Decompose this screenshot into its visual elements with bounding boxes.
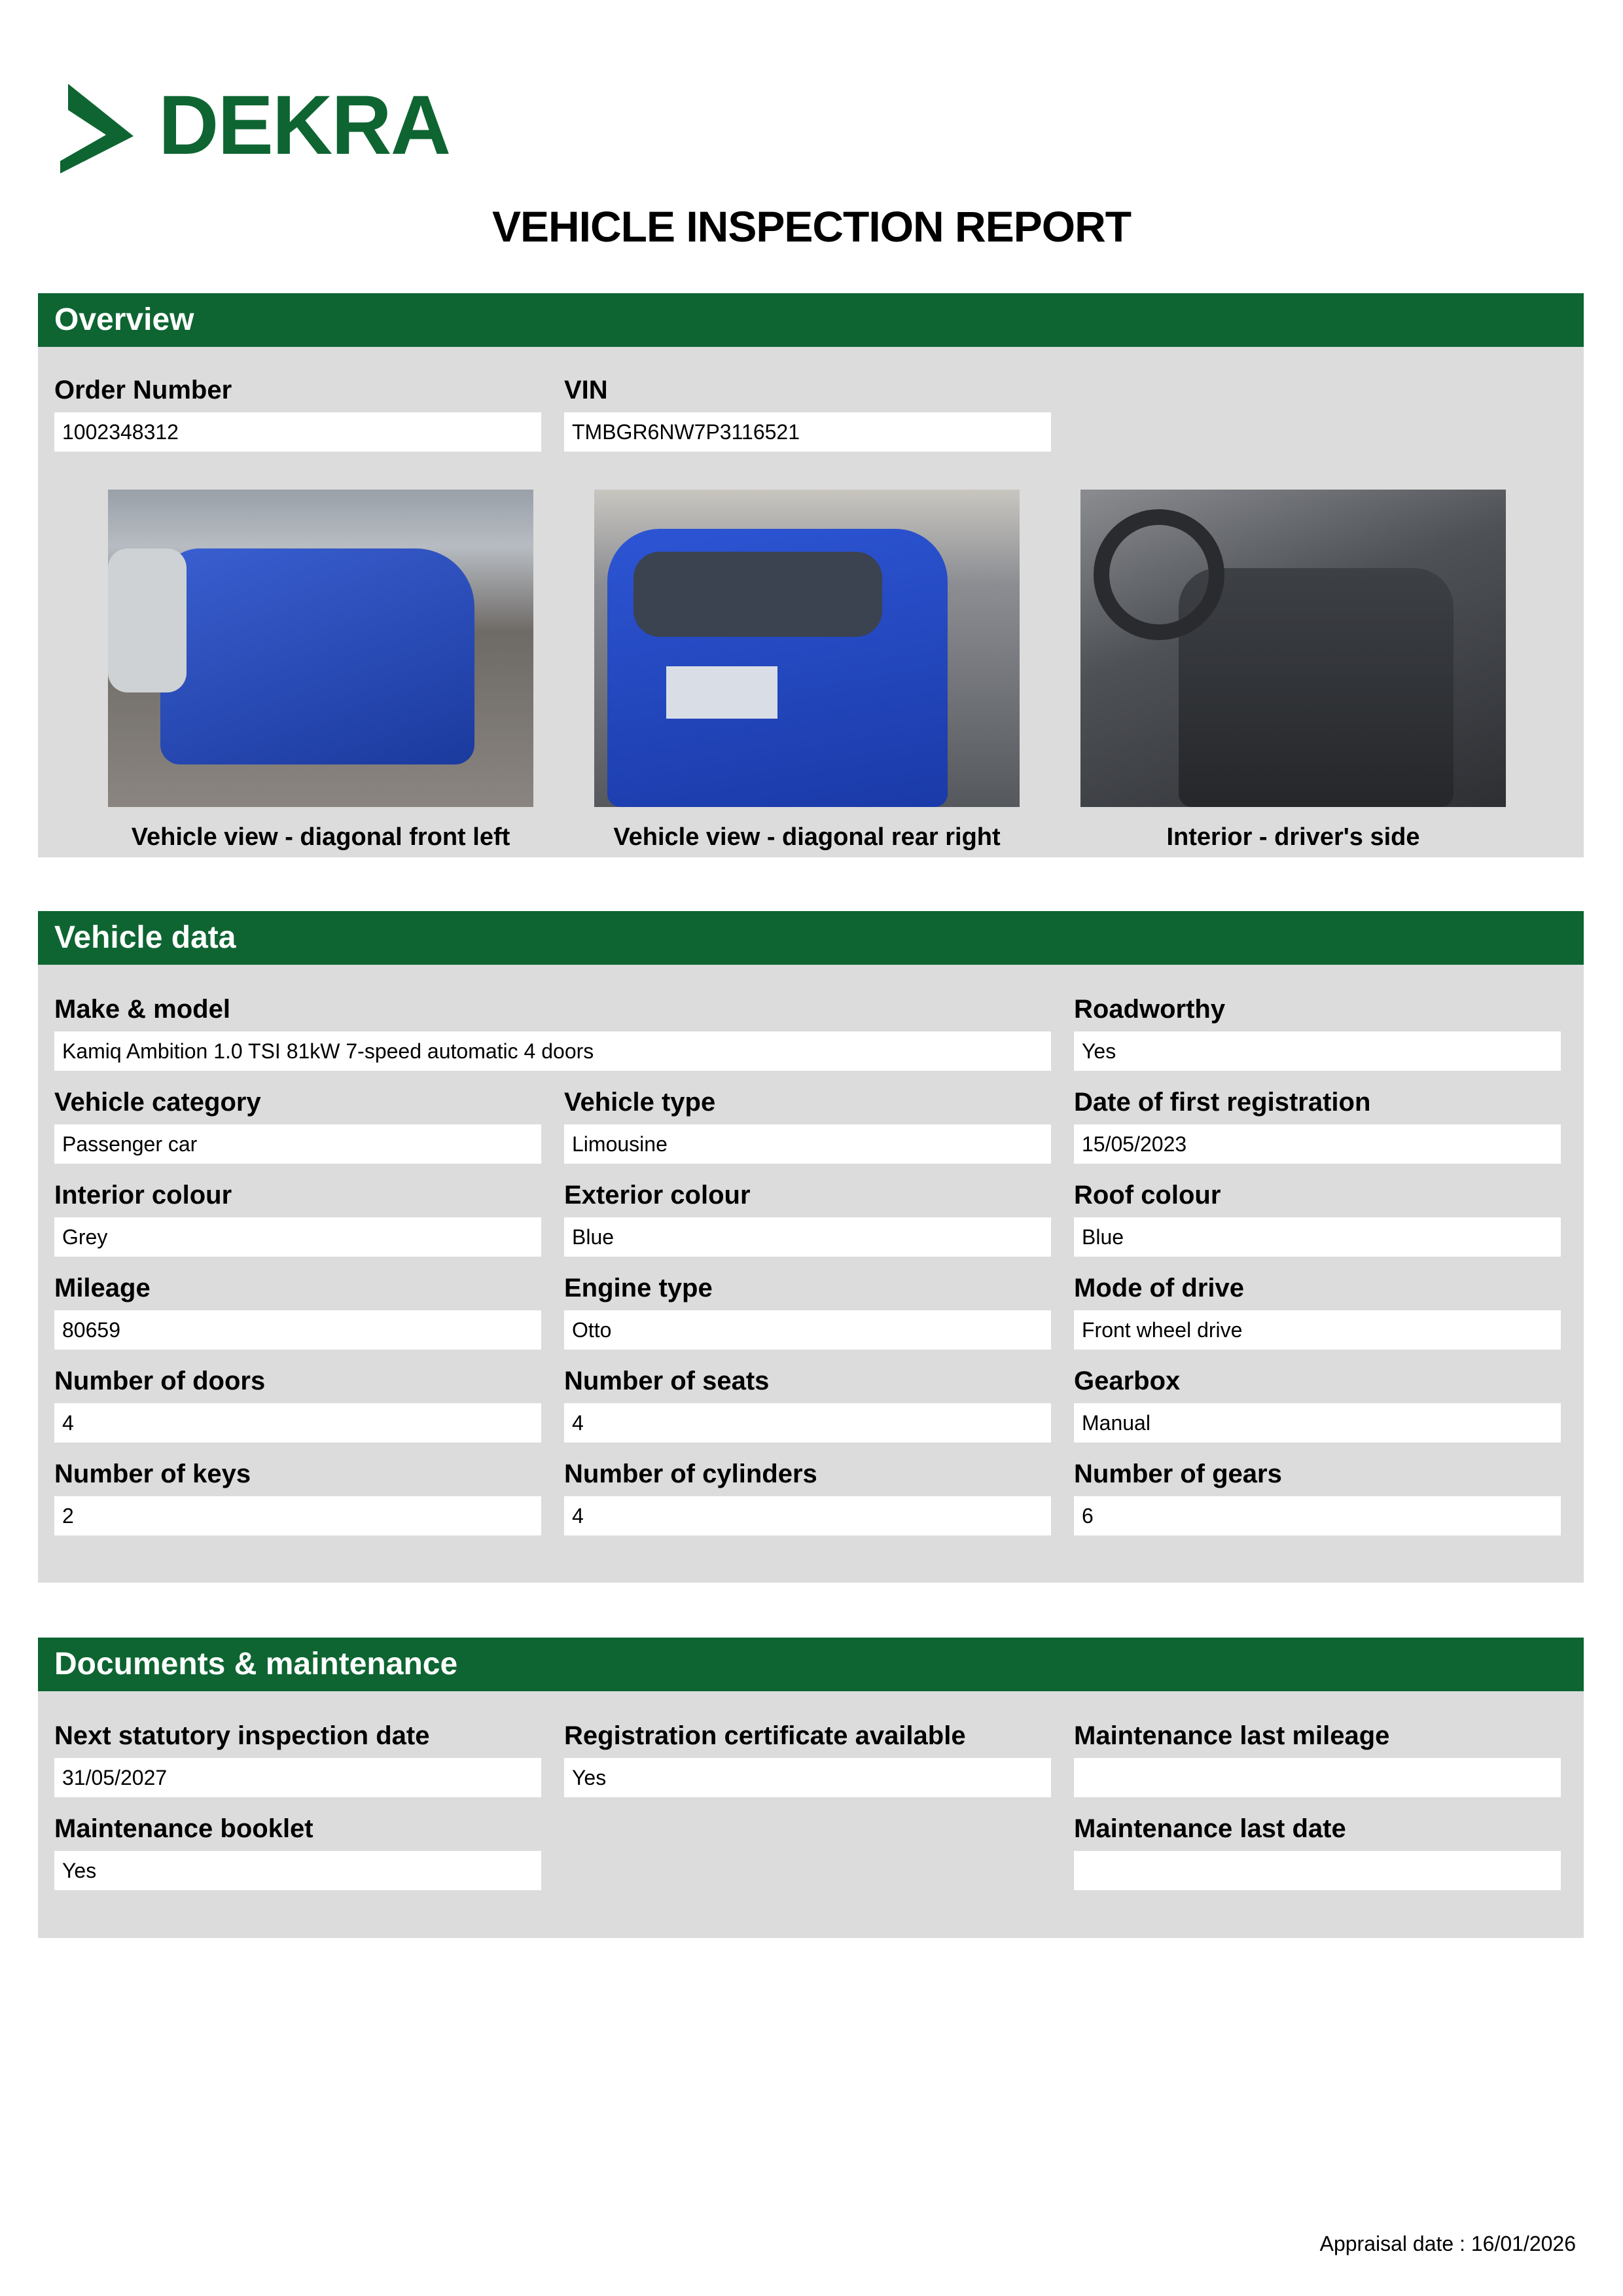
field-label: Interior colour xyxy=(54,1181,232,1210)
field-value: 4 xyxy=(564,1403,1051,1443)
field-label: Number of gears xyxy=(1074,1460,1282,1488)
vehicle-field-number-of-cylinders xyxy=(564,1457,1051,1535)
field-label: Next statutory inspection date xyxy=(54,1721,430,1750)
field-value: Blue xyxy=(564,1217,1051,1257)
vehicle-field-exterior-colour xyxy=(564,1178,1051,1257)
photo-interior[interactable] xyxy=(1080,490,1506,852)
dekra-logo xyxy=(60,78,450,173)
field-label: Mode of drive xyxy=(1074,1274,1245,1302)
field-value: 31/05/2027 xyxy=(54,1758,541,1797)
field-label: Maintenance last mileage xyxy=(1074,1721,1390,1750)
vehicle-photo[interactable] xyxy=(108,490,533,807)
field-value: Passenger car xyxy=(54,1124,541,1164)
photo-caption: Vehicle view - diagonal front left xyxy=(131,823,510,851)
field-value: 4 xyxy=(564,1496,1051,1535)
field-value: Otto xyxy=(564,1310,1051,1350)
field-label: Mileage xyxy=(54,1274,151,1302)
vehicle-field-vehicle-type xyxy=(564,1085,1051,1164)
maintenance-last-date-field xyxy=(1074,1812,1561,1890)
vehicle-field-mode-of-drive xyxy=(1074,1271,1561,1350)
vehicle-field-engine-type xyxy=(564,1271,1051,1350)
vehicle-field-interior-colour xyxy=(54,1178,541,1257)
vehicle-photo[interactable] xyxy=(594,490,1020,807)
overview-section xyxy=(38,293,1584,857)
field-value: 15/05/2023 xyxy=(1074,1124,1561,1164)
maintenance-booklet-field xyxy=(54,1812,541,1890)
field-label: Make & model xyxy=(54,995,230,1024)
documents-section xyxy=(38,1638,1584,1938)
vehicle-field-gearbox xyxy=(1074,1364,1561,1443)
photo-rear-right[interactable] xyxy=(594,490,1020,852)
field-value xyxy=(1074,1851,1561,1890)
field-label: Maintenance booklet xyxy=(54,1814,313,1843)
field-value: Limousine xyxy=(564,1124,1051,1164)
photo-caption: Vehicle view - diagonal rear right xyxy=(613,823,1001,851)
roadworthy-field xyxy=(1074,992,1561,1071)
empty-cell xyxy=(564,1812,1051,1890)
field-value: Yes xyxy=(1074,1031,1561,1071)
photo-front-left[interactable] xyxy=(108,490,533,852)
field-label: Engine type xyxy=(564,1274,713,1302)
logo-text: DEKRA xyxy=(158,78,450,172)
field-value: 80659 xyxy=(54,1310,541,1350)
field-value: TMBGR6NW7P3116521 xyxy=(564,412,1051,452)
field-label: VIN xyxy=(564,376,608,404)
vehicle-field-date-of-first-registration xyxy=(1074,1085,1561,1164)
field-value: Yes xyxy=(564,1758,1051,1797)
order-number-field xyxy=(54,373,541,452)
vehicle-field-mileage xyxy=(54,1271,541,1350)
field-label: Vehicle category xyxy=(54,1088,261,1117)
field-label: Number of doors xyxy=(54,1367,266,1395)
vehicle-photo[interactable] xyxy=(1080,490,1506,807)
field-label: Number of cylinders xyxy=(564,1460,817,1488)
documents-heading: Documents & maintenance xyxy=(38,1638,1584,1691)
dekra-arrow-icon xyxy=(60,84,134,173)
field-label: Vehicle type xyxy=(564,1088,716,1117)
maintenance-last-mileage-field xyxy=(1074,1719,1561,1797)
field-label: Maintenance last date xyxy=(1074,1814,1346,1843)
field-label: Roof colour xyxy=(1074,1181,1221,1210)
appraisal-date: Appraisal date : 16/01/2026 xyxy=(1319,2232,1576,2255)
field-value: Manual xyxy=(1074,1403,1561,1443)
field-value: Front wheel drive xyxy=(1074,1310,1561,1350)
field-value xyxy=(1074,1758,1561,1797)
field-label: Exterior colour xyxy=(564,1181,751,1210)
field-label: Order Number xyxy=(54,376,232,404)
page-title: VEHICLE INSPECTION REPORT xyxy=(491,202,1132,251)
field-value: Grey xyxy=(54,1217,541,1257)
field-label: Roadworthy xyxy=(1074,995,1226,1024)
vehicle-field-number-of-seats xyxy=(564,1364,1051,1443)
field-value: 4 xyxy=(54,1403,541,1443)
vin-field xyxy=(564,373,1051,452)
photo-caption: Interior - driver's side xyxy=(1166,823,1420,851)
field-label: Number of keys xyxy=(54,1460,251,1488)
field-value: 6 xyxy=(1074,1496,1561,1535)
vehicle-data-section xyxy=(38,911,1584,1583)
vehicle-field-number-of-gears xyxy=(1074,1457,1561,1535)
field-label: Gearbox xyxy=(1074,1367,1181,1395)
registration-certificate-field xyxy=(564,1719,1051,1797)
field-label: Date of first registration xyxy=(1074,1088,1371,1117)
field-value: Yes xyxy=(54,1851,541,1890)
vehicle-field-roof-colour xyxy=(1074,1178,1561,1257)
overview-heading: Overview xyxy=(38,293,1584,347)
field-label: Number of seats xyxy=(564,1367,770,1395)
vehicle-field-vehicle-category xyxy=(54,1085,541,1164)
vehicle-field-number-of-doors xyxy=(54,1364,541,1443)
vehicle-data-heading: Vehicle data xyxy=(38,911,1584,965)
field-value: 1002348312 xyxy=(54,412,541,452)
next-inspection-field xyxy=(54,1719,541,1797)
make-model-field xyxy=(54,992,1051,1071)
field-label: Registration certificate available xyxy=(564,1721,966,1750)
vehicle-field-number-of-keys xyxy=(54,1457,541,1535)
field-value: Blue xyxy=(1074,1217,1561,1257)
field-value: 2 xyxy=(54,1496,541,1535)
field-value: Kamiq Ambition 1.0 TSI 81kW 7-speed automatic 4 doors xyxy=(54,1031,1051,1071)
